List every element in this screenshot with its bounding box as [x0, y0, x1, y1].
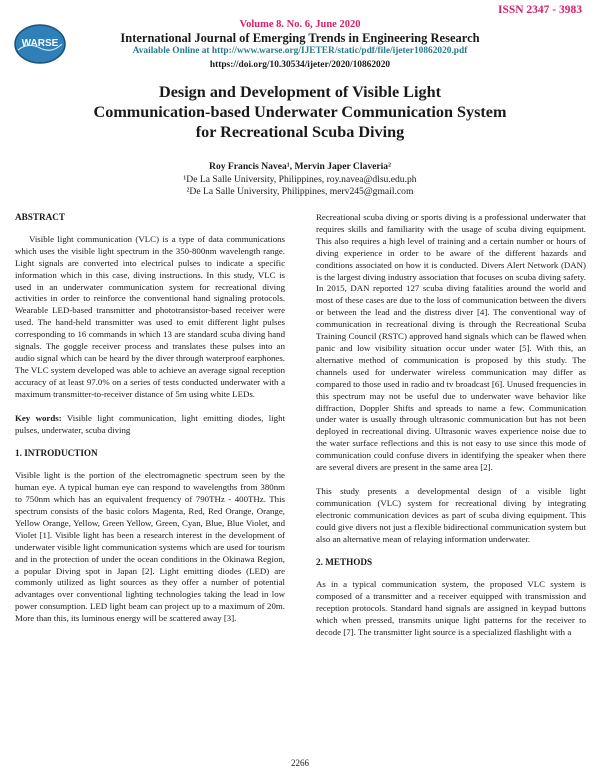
author-names: Roy Francis Navea¹, Mervin Japer Claveria² [209, 161, 391, 172]
right-paragraph-1: Recreational scuba diving or sports diving is a professional underwater that requires skills and familiarity with the usage of scuba diving equipment. This also requires a high level of training and a certain number or hours of diving experience in order to be aware of the different hazards and conditions associated on how it is conducted. Divers Alert Network (DAN) is the largest diving industry association that focuses on scuba diving safety. In 2015, DAN reported 127 scuba diving fatalities around the world and most of these cases are due to the loss of communication between the divers or between the lead and the distress diver [4]. The conventional way of communication in recreational diving is through the Recreational Scuba Training Council (RSTC) approved hand signals which can be flawed when panic and low visibility situation occur under water [5]. With this, an alternative method of communication is proposed by this study. The channels used for underwater wireless communication may differ as compared to those used in radio and tv broadcast [6]. Unused frequencies in this spectrum may not be useful due to underwater wave behavior like diffraction, Doppler Shifts and spreads to name a few. Communication under water is usually through ultrasonic communication but has not been deployed in recreational diving. Ultrasonic waves experience noise due to the water surface reflections and this is not easy to use since this mode of communication could confuse divers in identifying the speaker when there are several divers are present in the same area [2]. [316, 212, 586, 473]
title-line-3: for Recreational Scuba Diving [195, 123, 405, 141]
logo-text: WARSE [21, 38, 59, 49]
abstract-heading: ABSTRACT [15, 212, 66, 222]
issn-label: ISSN 2347 - 3983 [497, 4, 582, 16]
abstract-text: Visible light communication (VLC) is a type of data communications which uses the visible light spectrum in the 350-800nm wavelength range. Light signals are converted into electrical pulses to indicate a specific information which in this case, diving instructions. In this study, VLC is used in an underwater communication system for recreational diving activities in order to reinforce the conventional hand signaling protocols. Wearable LED-based transmitter and phototransistor-based receiver were used. The hand-held transmitter was used to emit different light pulses corresponding to 16 commands in which 13 are standard scuba diving hand signals. The goggle receiver process and translates these pulses into an audio signal which can be heard by the diver through waterproof earphones. The VLC system developed was able to achieve an average signal reception accuracy of at least 97.0% on a series of tests conducted underwater with a maximum transmitter-to-receiver distance of 5m using white LEDs. [15, 233, 285, 399]
keywords [15, 413, 285, 437]
volume-line: Volume 8. No. 6, June 2020 [239, 19, 361, 30]
affiliation-2: ²De La Salle University, Philippines, merv245@gmail.com [186, 186, 414, 197]
introduction-text: Visible light is the portion of the electromagnetic spectrum seen by the human eye. A typical human eye can respond to wavelengths from 380nm to 750nm which has an equivalent frequency of 790THz - 400THz. This spectrum consists of the basic colors Magenta, Red, Red Orange, Orange, Yellow Orange, Yellow, Green Yellow, Green, Cyan, Blue, Blue Violet, and Violet [1]. Visible light has been a research interest in the development of underwater visible light communication systems which are used for tourism and in the protection of under the ocean conditions in the Okinawa Region, a popular Diving spot in Japan [2]. Light emitting diodes (LED) are commonly utilized as light sources as they offer a number of potential advantages over conventional lighting technologies taking the lead in low power consumption. LED light beam can project up to a maximum of 20m. More than this, its luminous energy will be scattered away [3]. [15, 470, 285, 624]
journal-name: International Journal of Emerging Trends in Engineering Research [120, 30, 480, 45]
warse-logo [14, 24, 66, 64]
doi-link[interactable]: https://doi.org/10.30534/ijeter/2020/10862020 [209, 59, 391, 70]
left-column [15, 212, 285, 625]
paper-title [60, 82, 540, 142]
right-column [316, 212, 586, 639]
page-number: 2266 [291, 758, 309, 768]
title-line-1: Design and Development of Visible Light [159, 83, 441, 101]
journal-header [70, 18, 530, 72]
keywords-text: Visible light communication, light emitting diodes, light pulses, underwater, scuba diving [15, 412, 285, 435]
title-line-2: Communication-based Underwater Communication System [93, 103, 507, 121]
affiliation-1: ¹De La Salle University, Philippines, roy.navea@dlsu.edu.ph [183, 173, 417, 185]
methods-heading: 2. METHODS [316, 557, 373, 568]
introduction-heading: 1. INTRODUCTION [15, 448, 98, 459]
author-block [0, 161, 600, 199]
methods-text: As in a typical communication system, the proposed VLC system is composed of a transmitter and a receiver equipped with transmission and reception protocols. Standard hand signals are assigned in keypad buttons which when pressed, transmits unique light patterns for the receiver to decode [7]. The transmitter light source is a specialized flashlight with a [316, 579, 586, 637]
available-online-link[interactable]: Available Online at http://www.warse.org/IJETER/static/pdf/file/ijeter10862020.pdf [132, 46, 468, 56]
keywords-label: Key words: [15, 412, 62, 423]
right-paragraph-2: This study presents a developmental design of a visible light communication (VLC) system for recreational diving by integrating electronic communication devices as part of scuba diving equipment. This could give divers not just a flexible bidirectional communication system but also an alternative mean of relaying information underwater. [316, 485, 586, 544]
